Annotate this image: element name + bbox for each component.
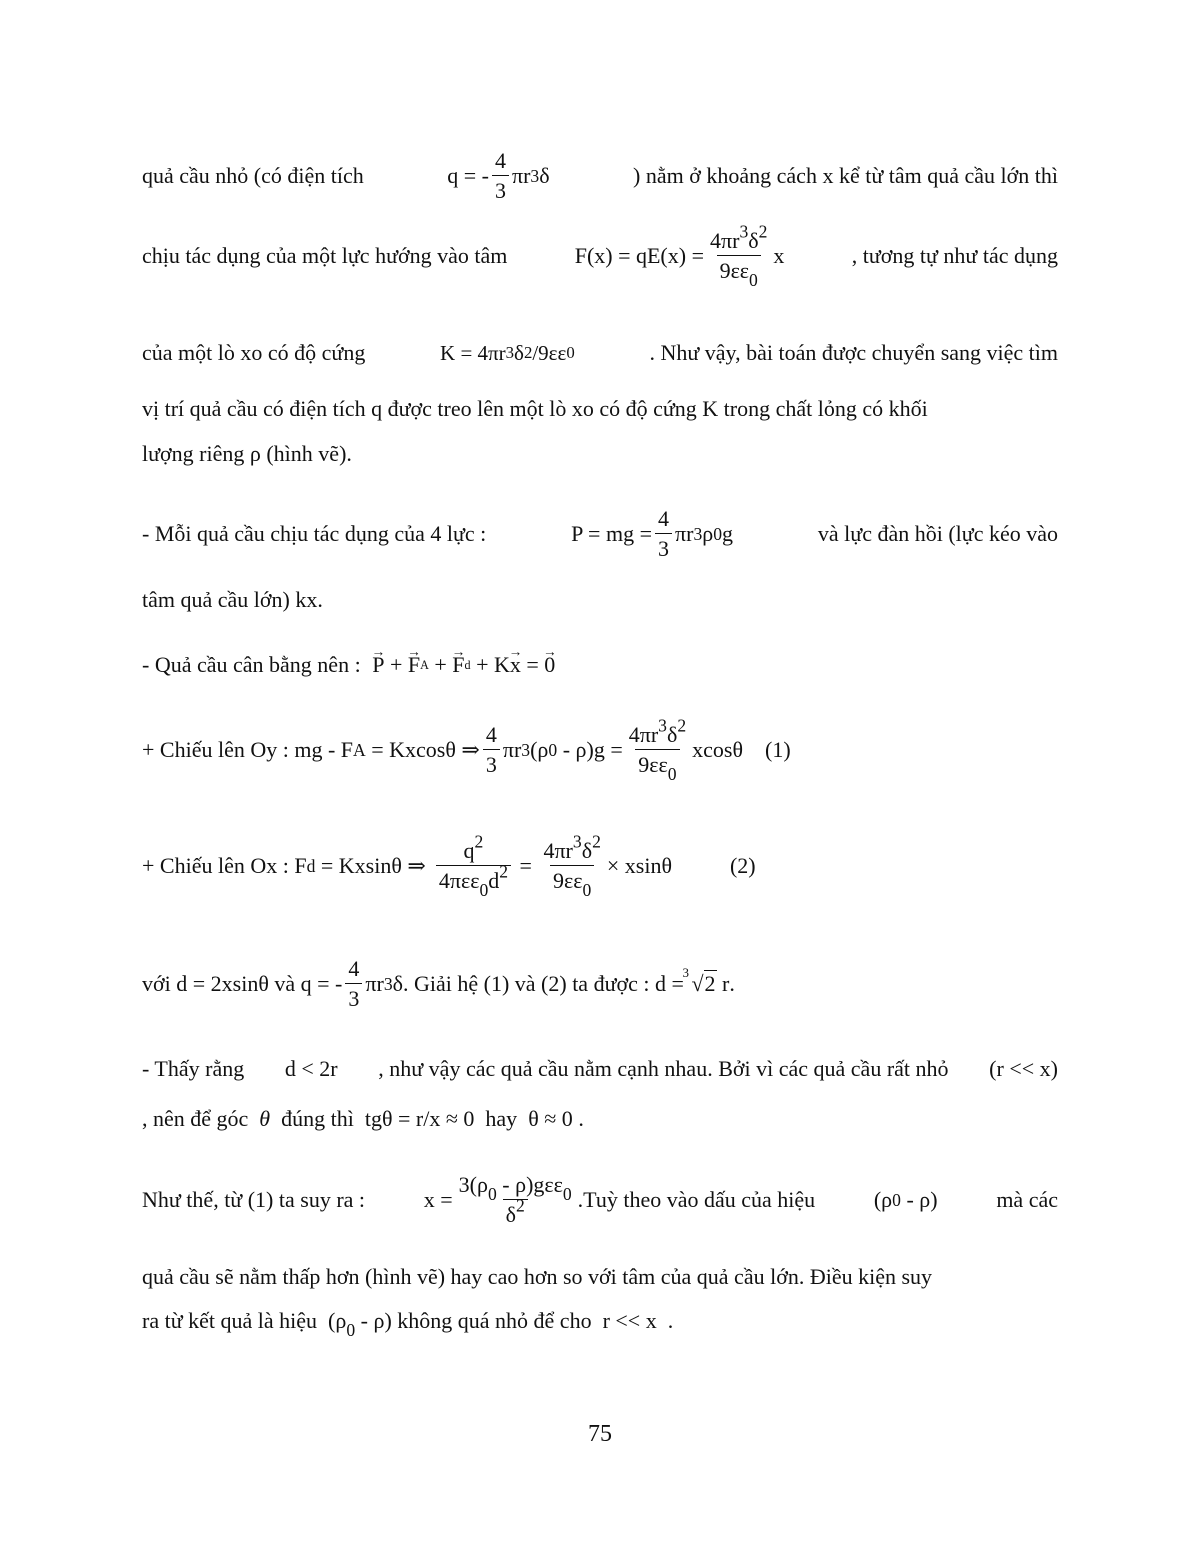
paragraph-line-3 <box>142 340 1058 366</box>
formula-spring-constant: K = 4πr 3 δ 2 /9εε 0 <box>440 340 575 365</box>
formula-weight: P = mg = $\frac{4}{3}$ πr 3 ρ 0 g <box>571 506 734 562</box>
fraction: $\frac{4}{3}$ <box>655 506 672 562</box>
paragraph-line-8: - Quả cầu cân bằng nên : → P + → F A + → F d + K → x = → 0 <box>142 652 555 678</box>
text-segment: , tương tự như tác dụng <box>851 242 1058 268</box>
equation-1: + Chiếu lên Oy : mg - F A = Kxcosθ ⇒ $\frac{4}{3}$ πr 3 (ρ 0 - ρ)g = $\frac{4\pi r^3\delta^2}{9\varepsilon\varepsilon_0}$ xcosθ (1) <box>142 715 791 785</box>
text-segment: của một lò xo có độ cứng <box>142 340 366 365</box>
cube-root: 3 √2 <box>682 964 716 996</box>
paragraph-line-12: - Thấy rằng d < 2r , như vậy các quả cầu nằm cạnh nhau. Bởi vì các quả cầu rất nhỏ (r << x) <box>142 1056 1058 1081</box>
text-segment: vị trí quả cầu có điện tích q được treo lên một lò xo có độ cứng K trong chất lỏng có khối <box>142 396 928 421</box>
paragraph-line-2 <box>142 221 1058 291</box>
paragraph-line-14: Như thế, từ (1) ta suy ra : x = $\frac{3(\rho_0 - \rho)g\varepsilon\varepsilon_0}{\delta^2}$ .Tuỳ theo vào dấu của hiệu (ρ 0 - ρ) mà các <box>142 1172 1058 1228</box>
paragraph-line-13: , nên để góc θ đúng thì tgθ = r/x ≈ 0 hay θ ≈ 0 . <box>142 1106 584 1131</box>
paragraph-line-5: lượng riêng ρ (hình vẽ). <box>142 441 352 466</box>
text-segment: chịu tác dụng của một lực hướng vào tâm <box>142 242 508 268</box>
paragraph-line-1 <box>142 148 1058 204</box>
equation-number: (2) <box>729 852 756 878</box>
equation-2: + Chiếu lên Ox : F d = Kxsinθ ⇒ $\frac{q^2}{4\pi\varepsilon\varepsilon_0d^2}$ = $\frac{4\pi r^3\delta^2}{9\varepsilon\varepsilon_0}$ × xsinθ (2) <box>142 831 756 901</box>
text-segment: . Như vậy, bài toán được chuyển sang việc tìm <box>649 340 1058 365</box>
paragraph-line-9 <box>142 715 791 785</box>
fraction: $\frac{4\pi r^3\delta^2}{9\varepsilon\varepsilon_0}$ <box>628 715 687 785</box>
paragraph-line-15: quả cầu sẽ nằm thấp hơn (hình vẽ) hay cao hơn so với tâm của quả cầu lớn. Điều kiện suy <box>142 1264 933 1289</box>
text-segment: - Mỗi quả cầu chịu tác dụng của 4 lực : <box>142 520 487 546</box>
fraction: $\frac{q^2}{4\pi\varepsilon\varepsilon_0d^2}$ <box>436 838 511 894</box>
paragraph-line-16: ra từ kết quả là hiệu $(\rho_0 - \rho)$ không quá nhỏ để cho r << x . <box>142 1308 674 1340</box>
text-segment: ) nằm ở khoảng cách x kể từ tâm quả cầu lớn thì <box>633 162 1058 188</box>
equation-number: (1) <box>765 736 791 762</box>
formula-equilibrium: → P + → F A + → F d + K → x = → 0 <box>372 652 555 678</box>
paragraph-line-11: với d = 2xsinθ và q = - $\frac{4}{3}$ πr 3 δ . Giải hệ (1) và (2) ta được : d = 3 √2 r . <box>142 956 735 1012</box>
fraction: $\frac{4}{3}$ <box>483 722 500 778</box>
fraction: $\frac{4\pi r^3\delta^2}{9\varepsilon\varepsilon_0}$ <box>543 831 601 901</box>
text-segment: quả cầu nhỏ (có điện tích <box>142 162 364 188</box>
fraction: $\frac{4\pi r^3\delta^2}{9\varepsilon\varepsilon_0}$ <box>710 221 768 291</box>
paragraph-line-6 <box>142 506 1058 562</box>
paragraph-line-4 <box>142 396 1058 422</box>
fraction: $\frac{4}{3}$ <box>492 148 509 204</box>
page-number: 75 <box>588 1421 612 1447</box>
formula-force: F(x) = qE(x) = $\frac{4\pi r^3\delta^2}{9\varepsilon\varepsilon_0}$ x <box>574 221 785 291</box>
formula-charge: q = - $\frac{4}{3}$ πr 3 δ <box>447 148 550 204</box>
fraction: $\frac{4}{3}$ <box>345 956 362 1012</box>
paragraph-line-10 <box>142 831 756 901</box>
fraction: $\frac{3(\rho_0 - \rho)g\varepsilon\varepsilon_0}{\delta^2}$ <box>458 1172 572 1228</box>
text-segment: và lực đàn hồi (lực kéo vào <box>817 520 1058 546</box>
formula-x: x = $\frac{3(\rho_0 - \rho)g\varepsilon\varepsilon_0}{\delta^2}$ .Tuỳ theo vào dấu của hiệu <box>423 1172 816 1228</box>
paragraph-line-7: tâm quả cầu lớn) kx. <box>142 587 323 612</box>
